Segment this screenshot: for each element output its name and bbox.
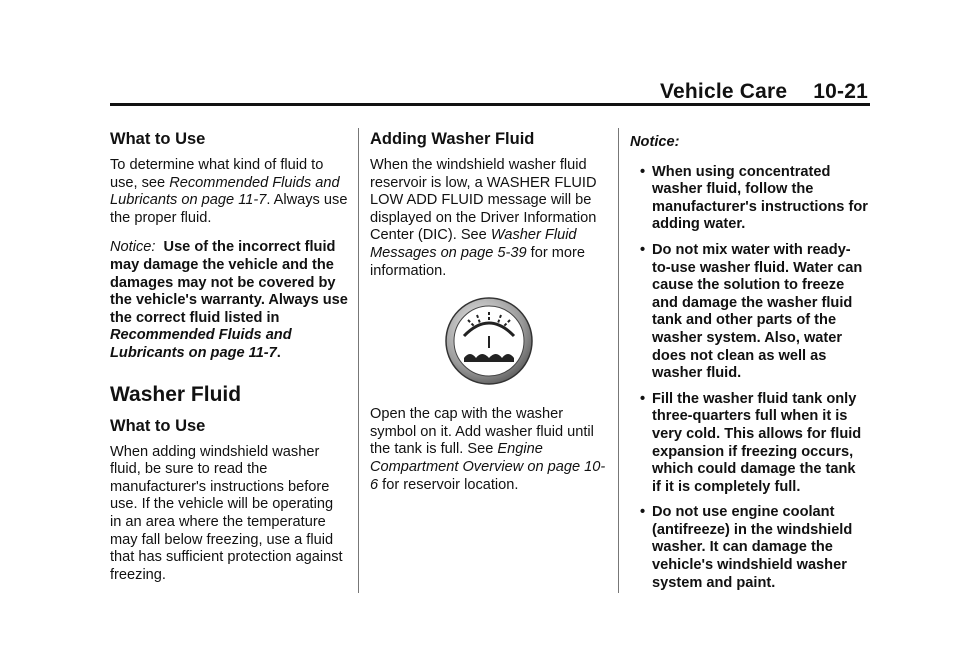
section-heading: Adding Washer Fluid	[370, 130, 535, 148]
section-heading: What to Use	[110, 416, 206, 435]
column-left	[110, 120, 348, 596]
list-item	[630, 164, 868, 234]
notice-text: Use of the incorrect fluid may damage the vehicle and the damages may not be covered by the vehicle's warranty. Always use the correct fluid listed in	[110, 239, 348, 326]
column-divider	[358, 128, 359, 593]
page-header	[660, 80, 868, 104]
paragraph	[110, 157, 348, 227]
column-divider	[618, 128, 619, 593]
column-right	[630, 120, 868, 600]
list-item-text: Do not mix water with ready-to-use washer fluid. Water can cause the solution to freeze and damage the washer fluid tank and other parts of the washer system. Also, water does not clean as well as washer fluid.	[652, 241, 863, 382]
bullet: •	[640, 163, 646, 180]
list-item	[630, 391, 868, 497]
bullet: •	[640, 241, 646, 258]
list-item	[630, 504, 868, 592]
paragraph: When adding windshield washer fluid, be sure to read the manufacturer's instructions before use. If the vehicle will be operating in an area where the temperature may fall below freezing, use a fluid that has sufficient protection against freezing.	[110, 443, 343, 583]
paragraph	[370, 406, 608, 494]
paragraph	[370, 157, 608, 280]
page-number: 10-21	[813, 80, 868, 103]
text: When the windshield washer fluid reservoir is low, a WASHER FLUID LOW ADD FLUID message will be displayed on the Driver Information Center (DIC). See	[370, 157, 597, 244]
text: Open the cap with the washer symbol on it. Add washer fluid until the tank is full. See	[370, 406, 594, 458]
section-heading: What to Use	[110, 130, 206, 148]
list-item-text: When using concentrated washer fluid, follow the manufacturer's instructions for adding water.	[652, 163, 868, 233]
notice-label: Notice:	[630, 134, 680, 150]
major-heading: Washer Fluid	[110, 382, 242, 406]
cross-reference: Recommended Fluids and Lubricants on page 11-7	[110, 327, 292, 361]
cross-reference: Engine Compartment Overview on page 10-6	[370, 441, 606, 493]
list-item	[630, 242, 868, 383]
notice-list	[630, 164, 868, 593]
cross-reference: Washer Fluid Messages on page 5-39	[370, 227, 577, 261]
icon-container	[370, 296, 608, 386]
list-item-text: Do not use engine coolant (antifreeze) in the windshield washer. It can damage the vehicle's windshield washer system and paint.	[652, 504, 853, 591]
bullet: •	[640, 504, 646, 521]
section-title: Vehicle Care	[659, 80, 788, 103]
column-middle	[370, 120, 608, 506]
list-item-text: Fill the washer fluid tank only three-quarters full when it is very cold. This allows for fluid expansion if freezing occurs, which could damage the tank if it is completely full.	[652, 390, 862, 495]
text: for more information.	[370, 244, 585, 279]
text: . Always use the proper fluid.	[110, 192, 348, 226]
washer-fluid-symbol-icon	[444, 296, 534, 386]
text: To determine what kind of fluid to use, see	[110, 157, 324, 191]
bullet: •	[640, 390, 646, 407]
notice-paragraph	[110, 239, 348, 362]
text: for reservoir location.	[378, 476, 519, 493]
text: .	[276, 344, 281, 361]
header-rule	[110, 103, 870, 106]
cross-reference: Recommended Fluids and Lubricants on page 11-7	[110, 174, 340, 209]
notice-label: Notice:	[110, 239, 156, 256]
